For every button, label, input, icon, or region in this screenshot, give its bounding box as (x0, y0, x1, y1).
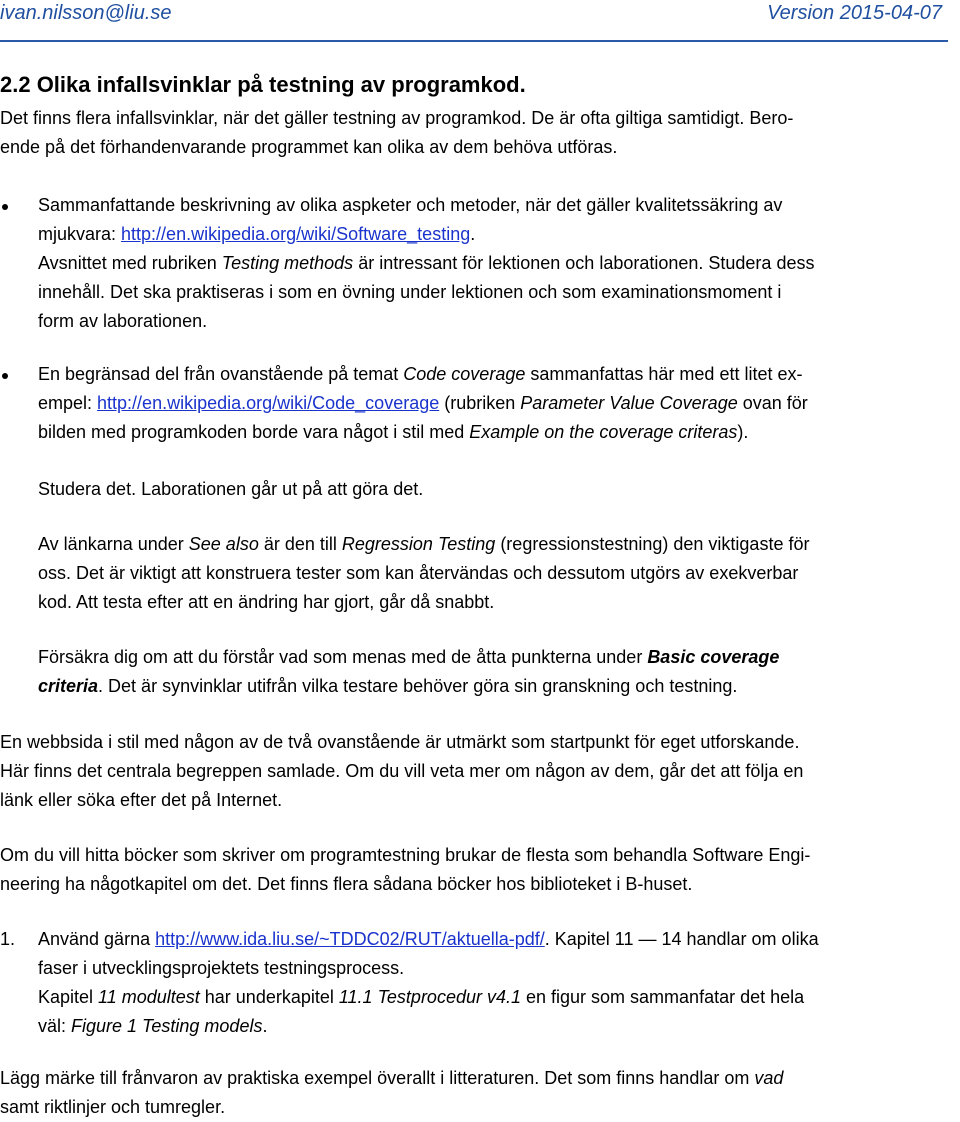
see-also-line-2: oss. Det är viktigt att konstruera tester som kan återvändas och dessutom utgörs av exekverbar (38, 563, 799, 583)
text: väl: (38, 1016, 72, 1036)
emphasis: Regression Testing (341, 534, 496, 554)
books-paragraph (0, 841, 950, 899)
books-line-1: Om du vill hitta böcker som skriver om programtestning brukar de flesta som behandla Software Engi- (0, 845, 811, 865)
intro-line-1: Det finns flera infallsvinklar, när det gäller testning av programkod. De är ofta giltiga samtidigt. Bero- (0, 108, 794, 128)
website-line-3: länk eller söka efter det på Internet. (0, 790, 283, 810)
section-heading: 2.2 Olika infallsvinklar på testning av programkod. (0, 72, 526, 97)
document-version: Version 2015-04-07 (767, 2, 942, 24)
text: . Kapitel 11 — 14 handlar om olika (544, 929, 819, 949)
text: (rubriken (439, 393, 521, 413)
list-line-2: faser i utvecklingsprojektets testningsprocess. (38, 958, 405, 978)
text: en figur som sammanfatar det hela (521, 987, 805, 1007)
link-code-coverage[interactable]: http://en.wikipedia.org/wiki/Code_coverage (97, 393, 440, 413)
text: . (262, 1016, 268, 1036)
website-line-2: Här finns det centrala begreppen samlade. Om du vill veta mer om någon av dem, går det att följa en (0, 761, 804, 781)
website-paragraph (0, 728, 950, 815)
note-line-2: samt riktlinjer och tumregler. (0, 1097, 226, 1117)
emphasis: Example on the coverage criteras (469, 422, 738, 442)
text: ovan för (737, 393, 808, 413)
text: . Det är synvinklar utifrån vilka testare behöver göra sin granskning och testning. (98, 676, 738, 696)
text: är den till (258, 534, 342, 554)
list-line-1 (38, 925, 960, 954)
text: En begränsad del från ovanstående på temat (38, 364, 404, 384)
bullet-2-line-3 (38, 418, 960, 447)
bullet-1-line-1: Sammanfattande beskrivning av olika aspketer och metoder, när det gäller kvalitetssäkring av (38, 195, 783, 215)
author-email: ivan.nilsson@liu.se (0, 2, 172, 24)
bullet-1-line-4: innehåll. Det ska praktiseras i som en övning under lektionen och som examinationsmoment i (38, 282, 782, 302)
emphasis: 11 modultest (98, 987, 200, 1007)
text: Använd gärna (38, 929, 156, 949)
study-line: Studera det. Laborationen går ut på att göra det. (38, 479, 424, 499)
strong-emphasis: Basic coverage (647, 647, 780, 667)
text: är intressant för lektionen och laborationen. Studera dess (353, 253, 815, 273)
bullet-1 (38, 191, 960, 336)
bullet-2-line-1 (38, 360, 960, 389)
emphasis: See also (188, 534, 259, 554)
link-tddc02[interactable]: http://www.ida.liu.se/~TDDC02/RUT/aktuella-pdf/ (155, 929, 545, 949)
text: har underkapitel (199, 987, 339, 1007)
see-also-line-1 (38, 530, 960, 559)
list-line-4 (38, 1012, 960, 1041)
emphasis: Parameter Value Coverage (520, 393, 738, 413)
criteria-line-1 (38, 643, 960, 672)
bullet-1-line-2 (38, 220, 960, 249)
text: sammanfattas här med ett litet ex- (525, 364, 803, 384)
website-line-1: En webbsida i stil med någon av de två ovanstående är utmärkt som startpunkt för eget utforskande. (0, 732, 800, 752)
list-line-3 (38, 983, 960, 1012)
text: Avsnittet med rubriken (38, 253, 222, 273)
text: Försäkra dig om att du förstår vad som menas med de åtta punkterna under (38, 647, 648, 667)
intro-paragraph (0, 104, 950, 162)
intro-line-2: ende på det förhandenvarande programmet kan olika av dem behöva utföras. (0, 137, 618, 157)
text: . (470, 224, 476, 244)
text: empel: (38, 393, 98, 413)
bullet-1-line-3 (38, 249, 960, 278)
note-line-1 (0, 1064, 950, 1093)
emphasis: Figure 1 Testing models (71, 1016, 263, 1036)
text: mjukvara: (38, 224, 122, 244)
text: Kapitel (38, 987, 99, 1007)
books-line-2: neering ha någotkapitel om det. Det finns flera sådana böcker hos biblioteket i B-huset. (0, 874, 693, 894)
header-rule (0, 40, 948, 42)
text: Av länkarna under (38, 534, 189, 554)
bullet-marker-1 (2, 204, 8, 210)
see-also-line-3: kod. Att testa efter att en ändring har gjort, går då snabbt. (38, 592, 495, 612)
criteria-line-2 (38, 672, 960, 701)
study-paragraph (38, 475, 960, 504)
text: (regressionstestning) den viktigaste för (495, 534, 810, 554)
note-paragraph (0, 1064, 950, 1122)
emphasis: Code coverage (403, 364, 526, 384)
bullet-marker-2 (2, 373, 8, 379)
emphasis: vad (754, 1068, 784, 1088)
text: ). (737, 422, 749, 442)
see-also-paragraph (38, 530, 960, 617)
emphasis: 11.1 Testprocedur v4.1 (338, 987, 521, 1007)
bullet-2 (38, 360, 960, 447)
strong-emphasis: criteria (38, 676, 99, 696)
text: Lägg märke till frånvaron av praktiska exempel överallt i litteraturen. Det som finns handlar om (0, 1068, 755, 1088)
link-software-testing[interactable]: http://en.wikipedia.org/wiki/Software_testing (121, 224, 471, 244)
list-item (38, 925, 960, 1041)
criteria-paragraph (38, 643, 960, 701)
bullet-2-line-2 (38, 389, 960, 418)
text: bilden med programkoden borde vara något i stil med (38, 422, 470, 442)
bullet-1-line-5: form av laborationen. (38, 311, 208, 331)
emphasis: Testing methods (221, 253, 354, 273)
list-number: 1. (0, 929, 16, 949)
